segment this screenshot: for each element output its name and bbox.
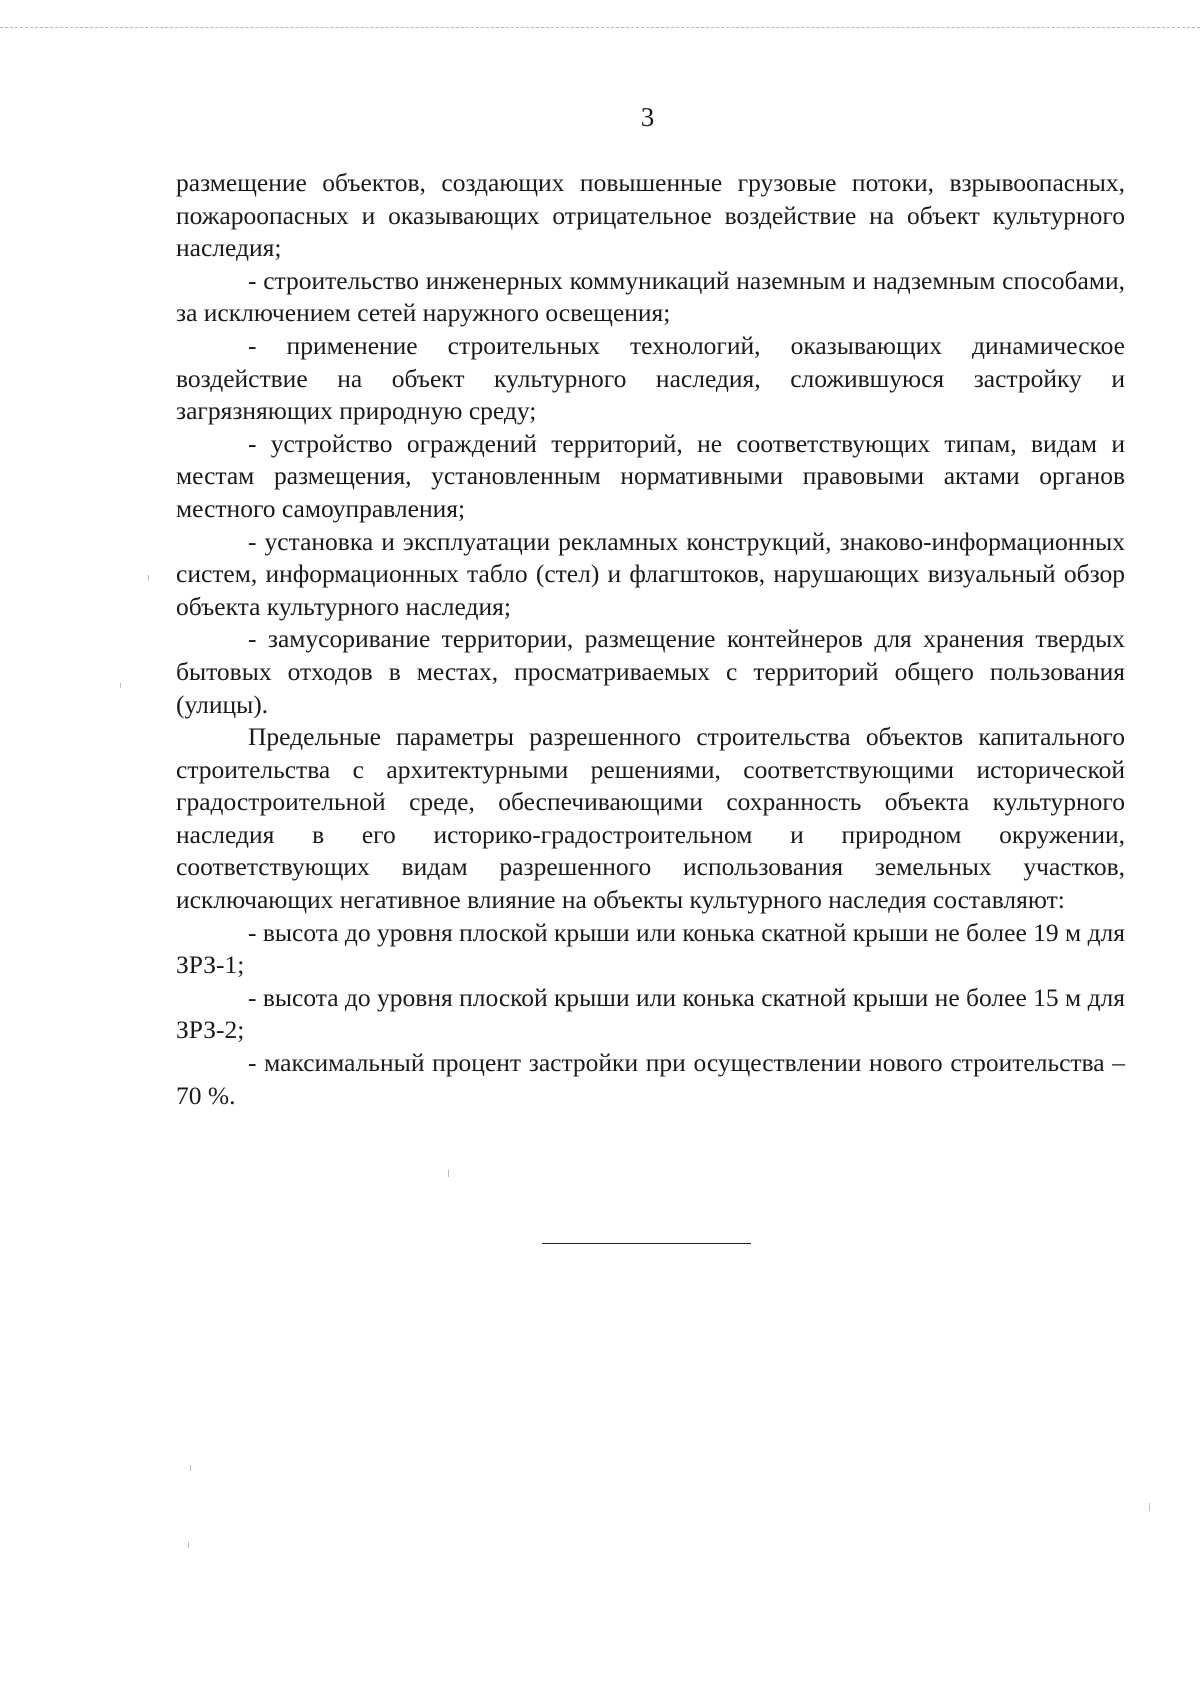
list-item-dynamic-technologies: - применение строительных технологий, оказывающих динамическое воздействие на объект культурного наследия, сложившуюся застройку и загрязняющих природную среду;	[176, 330, 1125, 426]
paragraph-limit-parameters: Предельные параметры разрешенного строительства объектов капитального строительства с архитектурными решениями, соответствующими исторической градостроительной среде, обеспечивающими сохранность объекта культурного наследия в его историко-градостроительном и природном окружении, соответствующих видам разрешенного использования земельных участков, исключающих негативное влияние на объекты культурного наследия составляют:	[176, 722, 1125, 915]
scan-speck	[190, 1465, 191, 1471]
scan-edge-line	[0, 27, 1200, 28]
document-body	[176, 167, 1125, 1112]
list-item-littering: - замусоривание территории, размещение контейнеров для хранения твердых бытовых отходов в местах, просматриваемых с территорий общего пользования (улицы).	[176, 624, 1125, 719]
scan-speck	[188, 1542, 189, 1548]
paragraph-continuation: размещение объектов, создающих повышенные грузовые потоки, взрывоопасных, пожароопасных и оказывающих отрицательное воздействие на объект культурного наследия;	[176, 168, 1125, 263]
list-item-height-zrz1: - высота до уровня плоской крыши или конька скатной крыши не более 19 м для ЗРЗ-1;	[176, 917, 1125, 980]
scan-speck	[1149, 1503, 1150, 1511]
page-number: 3	[640, 102, 655, 132]
list-item-advertising: - установка и эксплуатации рекламных конструкций, знаково-информационных систем, информационных табло (стел) и флагштоков, нарушающих визуальный обзор объекта культурного наследия;	[176, 526, 1125, 621]
list-item-fences: - устройство ограждений территорий, не соответствующих типам, видам и местам размещения, установленным нормативными правовыми актами органов местного самоуправления;	[176, 428, 1125, 523]
list-item-building-percent: - максимальный процент застройки при осуществлении нового строительства – 70 %.	[176, 1048, 1125, 1110]
scan-speck	[448, 1170, 449, 1177]
scan-speck	[148, 575, 149, 581]
list-item-utilities: - строительство инженерных коммуникаций наземным и надземным способами, за исключением сетей наружного освещения;	[176, 265, 1125, 328]
scan-speck	[120, 683, 121, 688]
end-of-text-rule	[542, 1243, 751, 1244]
list-item-height-zrz2: - высота до уровня плоской крыши или конька скатной крыши не более 15 м для ЗРЗ-2;	[176, 982, 1125, 1045]
